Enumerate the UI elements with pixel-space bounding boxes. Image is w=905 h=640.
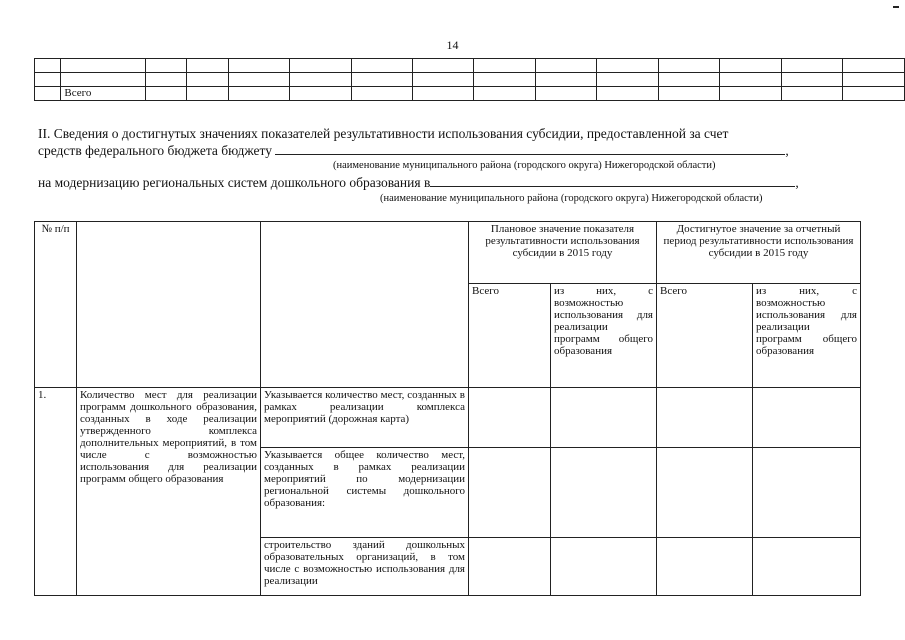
section-line3-prefix: на модернизацию региональных систем дошкольного образования в: [38, 175, 431, 190]
cell-empty: [551, 448, 657, 538]
row-desc-modernization: Указывается общее количество мест, созданных в рамках реализации мероприятий по модернизации региональной системы дошкольного образования:: [261, 448, 469, 538]
cell-empty: [753, 388, 861, 448]
header-indicator: [77, 222, 261, 388]
header-achieved: Достигнутое значение за отчетный период результативности использования субсидии в 2015 году: [657, 222, 861, 284]
table-row: [35, 222, 861, 284]
page-number: 14: [446, 38, 459, 52]
blank-line-municipality: [275, 142, 785, 155]
caption-municipality-2: (наименование муниципального района (городского округа) Нижегородской области): [380, 193, 763, 204]
cell-empty: [469, 448, 551, 538]
header-planned-total: Всего: [469, 284, 551, 388]
cell-empty: [753, 448, 861, 538]
section-line2-prefix: средств федерального бюджета бюджету: [38, 143, 273, 158]
header-description: [261, 222, 469, 388]
cell-empty: [657, 388, 753, 448]
row-indicator-name: Количество мест для реализации программ дошкольного образования, созданных в ходе реализации утвержденного комплекса дополнительных мероприятий, в том числе с возможностью использования для реализации программ общего образования: [77, 388, 261, 596]
main-table: [34, 221, 861, 596]
blank-line-municipality-2: [430, 174, 795, 187]
cell-empty: [657, 538, 753, 596]
cell-empty: [657, 448, 753, 538]
row-num: 1.: [35, 388, 77, 596]
cell-empty: [753, 538, 861, 596]
cell-empty: [469, 538, 551, 596]
section-line3-suffix: ,: [795, 175, 799, 190]
header-planned-incl: из них, с возможностью использования для реализации программ общего образования: [551, 284, 657, 388]
header-achieved-total: Всего: [657, 284, 753, 388]
caption-municipality-1: (наименование муниципального района (городского округа) Нижегородской области): [333, 160, 716, 171]
table-row: [35, 87, 905, 101]
total-label: Всего: [61, 87, 146, 101]
section-line2-suffix: ,: [785, 143, 789, 158]
scan-mark: [893, 6, 899, 8]
table-row: [35, 388, 861, 448]
header-achieved-incl: из них, с возможностью использования для реализации программ общего образования: [753, 284, 861, 388]
row-desc-roadmap: Указывается количество мест, созданных в рамках реализации комплекса мероприятий (дорожная карта): [261, 388, 469, 448]
header-planned: Плановое значение показателя результативности использования субсидии в 2015 году: [469, 222, 657, 284]
table-row: [35, 73, 905, 87]
row-desc-construction: строительство зданий дошкольных образовательных организаций, в том числе с возможностью использования для реализации: [261, 538, 469, 596]
header-num: № п/п: [35, 222, 77, 388]
section-title-line2: [38, 142, 789, 159]
section-title-line3: [38, 174, 799, 191]
cell-empty: [469, 388, 551, 448]
section-title-line1: II. Сведения о достигнутых значениях показателей результативности использования субсидии, предоставленной за счет: [38, 126, 729, 141]
cell-empty: [551, 388, 657, 448]
top-table: [34, 58, 905, 101]
table-row: [35, 59, 905, 73]
cell-empty: [551, 538, 657, 596]
